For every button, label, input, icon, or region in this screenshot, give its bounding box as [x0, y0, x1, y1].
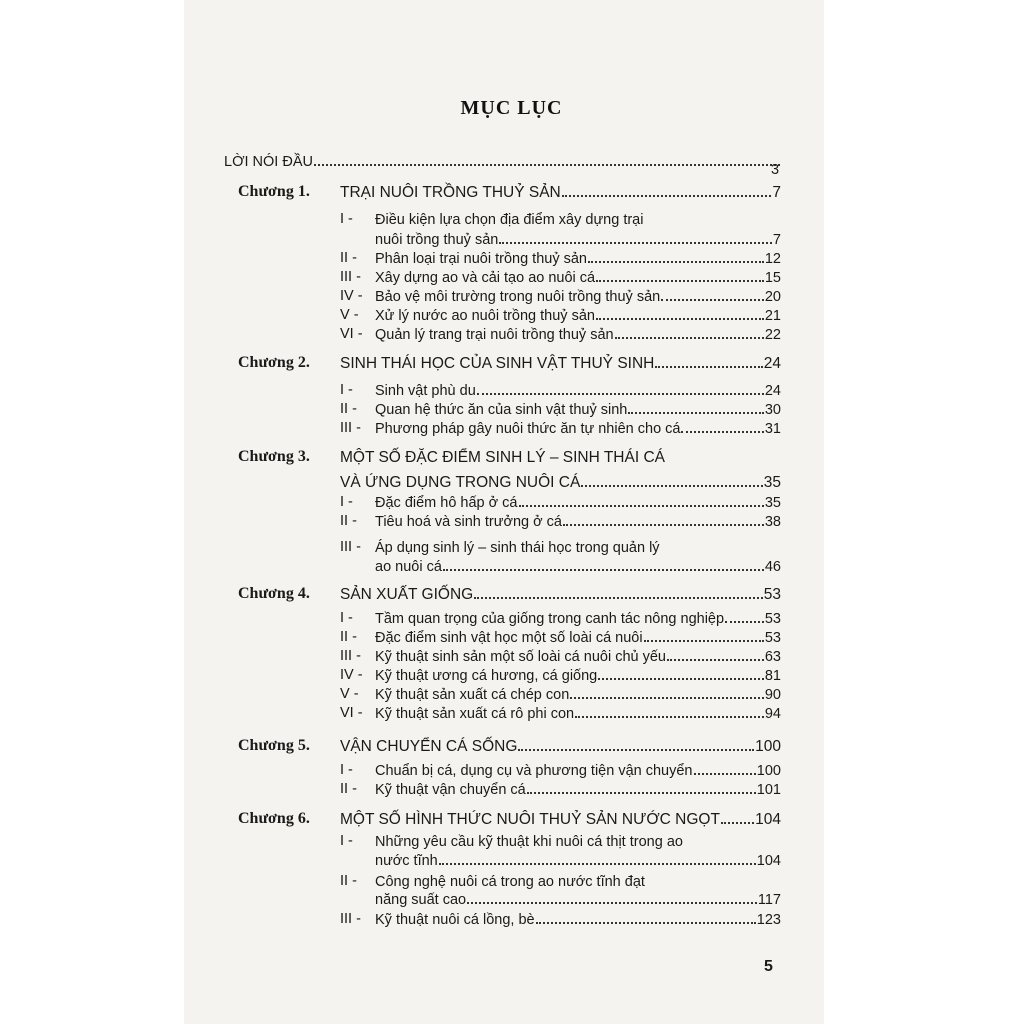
dot-leader — [314, 164, 780, 166]
toc-entry — [375, 558, 781, 576]
section-numeral: II - — [340, 250, 357, 266]
toc-page-number: 7 — [772, 184, 781, 201]
toc-entry — [340, 474, 781, 492]
toc-page-number: 53 — [764, 630, 781, 646]
page-title: MỤC LỤC — [460, 97, 563, 119]
dot-leader — [527, 792, 756, 794]
section-numeral: II - — [340, 781, 357, 797]
chapter-number: Chương 5. — [238, 737, 310, 754]
toc-page-number: 21 — [764, 308, 781, 324]
toc-entry — [375, 686, 781, 704]
toc-entry-title: SINH THÁI HỌC CỦA SINH VẬT THUỶ SINH — [340, 355, 655, 372]
section-numeral: I - — [340, 833, 353, 849]
section-numeral: V - — [340, 686, 359, 702]
section-numeral: II - — [340, 629, 357, 645]
toc-page-number: 100 — [755, 738, 781, 755]
toc-entry-title: năng suất cao — [375, 892, 467, 908]
toc-entry-title: nước tĩnh — [375, 853, 438, 869]
dot-leader — [562, 195, 772, 197]
dot-leader — [570, 697, 764, 699]
toc-entry-title: nuôi trồng thuỷ sản — [375, 232, 499, 248]
toc-entry-text: Áp dụng sinh lý – sinh thái học trong quản lý — [375, 540, 660, 556]
toc-entry — [375, 629, 781, 647]
toc-entry-title: Quản lý trang trại nuôi trồng thuỷ sản — [375, 327, 614, 343]
toc-entry-title: Kỹ thuật vận chuyển cá — [375, 782, 526, 798]
chapter-number: Chương 3. — [238, 448, 310, 465]
dot-leader — [581, 485, 762, 487]
dot-leader — [598, 678, 764, 680]
chapter-number: Chương 2. — [238, 354, 310, 371]
toc-entry-title: Quan hệ thức ăn của sinh vật thuỷ sinh — [375, 402, 628, 418]
toc-page-number: 123 — [756, 912, 781, 928]
section-numeral: I - — [340, 494, 353, 510]
section-numeral: II - — [340, 873, 357, 889]
toc-entry — [375, 326, 781, 344]
section-numeral: II - — [340, 513, 357, 529]
toc-entry-title: Tiêu hoá và sinh trưởng ở cá — [375, 514, 562, 530]
toc-entry — [340, 184, 781, 202]
toc-page-number: 46 — [764, 559, 781, 575]
toc-entry — [375, 513, 781, 531]
dot-leader — [536, 922, 756, 924]
toc-entry-title: Kỹ thuật sản xuất cá rô phi con — [375, 706, 575, 722]
toc-entry-title: Xây dựng ao và cải tạo ao nuôi cá — [375, 270, 596, 286]
toc-page-number: 35 — [763, 474, 781, 491]
toc-entry-title: Phân loại trại nuôi trồng thuỷ sản — [375, 251, 587, 267]
toc-entry — [375, 420, 781, 438]
toc-page-number: 53 — [764, 611, 781, 627]
toc-entry — [375, 382, 781, 400]
toc-entry — [375, 852, 781, 870]
dot-leader — [681, 431, 763, 433]
toc-entry-title: Chuẩn bị cá, dụng cụ và phương tiện vận chuyển — [375, 763, 693, 779]
toc-entry-title: Kỹ thuật sinh sản một số loài cá nuôi chủ yếu — [375, 649, 666, 665]
dot-leader — [588, 261, 764, 263]
toc-entry-title: Bảo vệ môi trường trong nuôi trồng thuỷ sản — [375, 289, 661, 305]
dot-leader — [661, 299, 764, 301]
dot-leader — [519, 505, 764, 507]
section-numeral: II - — [340, 401, 357, 417]
dot-leader — [721, 822, 754, 824]
toc-page-number: 104 — [755, 811, 781, 828]
toc-entry — [375, 250, 781, 268]
section-numeral: I - — [340, 211, 353, 227]
toc-entry — [375, 781, 781, 799]
toc-page-number: 101 — [756, 782, 781, 798]
toc-page-number: 38 — [764, 514, 781, 530]
toc-entry-title: Đặc điểm sinh vật học một số loài cá nuôi — [375, 630, 643, 646]
toc-page-number: 24 — [763, 355, 781, 372]
section-numeral: I - — [340, 382, 353, 398]
toc-entry — [375, 667, 781, 685]
toc-entry — [375, 307, 781, 325]
dot-leader — [467, 902, 757, 904]
toc-page-number: 24 — [764, 383, 781, 399]
dot-leader — [439, 863, 756, 865]
dot-leader — [644, 640, 764, 642]
dot-leader — [499, 242, 772, 244]
section-numeral: IV - — [340, 667, 363, 683]
toc-page-number: 94 — [764, 706, 781, 722]
dot-leader — [694, 773, 756, 775]
toc-page-number: 12 — [764, 251, 781, 267]
toc-page-number: 7 — [772, 232, 781, 248]
toc-page-number: 63 — [764, 649, 781, 665]
dot-leader — [655, 366, 762, 368]
toc-entry — [340, 586, 781, 604]
toc-page-number: 53 — [763, 586, 781, 603]
dot-leader — [596, 280, 764, 282]
chapter-number: Chương 4. — [238, 585, 310, 602]
toc-entry — [375, 648, 781, 666]
toc-page-number: 100 — [756, 763, 781, 779]
toc-entry-title: Kỹ thuật ương cá hương, cá giống — [375, 668, 598, 684]
toc-entry-title: VẬN CHUYỂN CÁ SỐNG — [340, 738, 518, 755]
toc-entry-title: TRẠI NUÔI TRỒNG THUỶ SẢN — [340, 184, 561, 201]
toc-page-number: 30 — [764, 402, 781, 418]
section-numeral: VI - — [340, 326, 363, 342]
toc-page-number: 90 — [764, 687, 781, 703]
toc-page-number: 31 — [764, 421, 781, 437]
toc-entry-title: SẢN XUẤT GIỐNG — [340, 586, 474, 603]
toc-entry-text: Những yêu cầu kỹ thuật khi nuôi cá thịt trong ao — [375, 834, 683, 850]
toc-entry-title: Kỹ thuật sản xuất cá chép con — [375, 687, 570, 703]
toc-page-number: 15 — [764, 270, 781, 286]
chapter-number: Chương 1. — [238, 183, 310, 200]
dot-leader — [725, 621, 764, 623]
dot-leader — [596, 318, 764, 320]
toc-entry-title: Sinh vật phù du — [375, 383, 476, 399]
toc-entry — [375, 401, 781, 419]
toc-entry — [375, 231, 781, 249]
toc-entry-text: Công nghệ nuôi cá trong ao nước tĩnh đạt — [375, 874, 645, 890]
toc-entry — [375, 891, 781, 909]
dot-leader — [667, 659, 764, 661]
section-numeral: I - — [340, 610, 353, 626]
toc-entry — [340, 811, 781, 829]
toc-entry-title: Tầm quan trọng của giống trong canh tác nông nghiệp — [375, 611, 725, 627]
page-number: 5 — [764, 958, 773, 975]
dot-leader — [615, 337, 764, 339]
section-numeral: I - — [340, 762, 353, 778]
dot-leader — [443, 569, 764, 571]
section-numeral: IV - — [340, 288, 363, 304]
section-numeral: III - — [340, 420, 361, 436]
toc-entry-text: MỘT SỐ ĐẶC ĐIỂM SINH LÝ – SINH THÁI CÁ — [340, 449, 665, 466]
toc-page-number: 35 — [764, 495, 781, 511]
toc-entry — [375, 494, 781, 512]
toc-entry — [224, 153, 781, 171]
toc-entry — [375, 911, 781, 929]
section-numeral: III - — [340, 269, 361, 285]
section-numeral: V - — [340, 307, 359, 323]
toc-entry-title: Kỹ thuật nuôi cá lồng, bè — [375, 912, 535, 928]
toc-entry-title: ao nuôi cá — [375, 559, 442, 575]
toc-entry — [375, 705, 781, 723]
toc-entry-text: Điều kiện lựa chọn địa điểm xây dựng trại — [375, 212, 644, 228]
dot-leader — [474, 597, 763, 599]
section-numeral: III - — [340, 648, 361, 664]
section-numeral: III - — [340, 911, 361, 927]
toc-page-number: 22 — [764, 327, 781, 343]
toc-page-number: 117 — [757, 892, 781, 908]
dot-leader — [477, 393, 764, 395]
dot-leader — [628, 412, 764, 414]
toc-entry — [375, 288, 781, 306]
toc-entry-title: MỘT SỐ HÌNH THỨC NUÔI THUỶ SẢN NƯỚC NGỌT — [340, 811, 720, 828]
chapter-number: Chương 6. — [238, 810, 310, 827]
toc-entry — [375, 762, 781, 780]
toc-entry — [340, 355, 781, 373]
toc-entry — [375, 610, 781, 628]
section-numeral: VI - — [340, 705, 363, 721]
toc-page-number: 3 — [771, 162, 780, 178]
dot-leader — [575, 716, 764, 718]
section-numeral: III - — [340, 539, 361, 555]
toc-entry-title: LỜI NÓI ĐẦU — [224, 154, 313, 170]
toc-entry-title: Đặc điểm hô hấp ở cá — [375, 495, 518, 511]
toc-page-number: 104 — [756, 853, 781, 869]
dot-leader — [518, 749, 754, 751]
toc-page-number: 81 — [764, 668, 781, 684]
toc-entry — [340, 738, 781, 756]
dot-leader — [563, 524, 764, 526]
toc-entry-title: Phương pháp gây nuôi thức ăn tự nhiên cho cá — [375, 421, 681, 437]
toc-entry-title: VÀ ỨNG DỤNG TRONG NUÔI CÁ — [340, 474, 581, 491]
toc-page-number: 20 — [764, 289, 781, 305]
toc-entry-title: Xử lý nước ao nuôi trồng thuỷ sản — [375, 308, 595, 324]
toc-entry — [375, 269, 781, 287]
